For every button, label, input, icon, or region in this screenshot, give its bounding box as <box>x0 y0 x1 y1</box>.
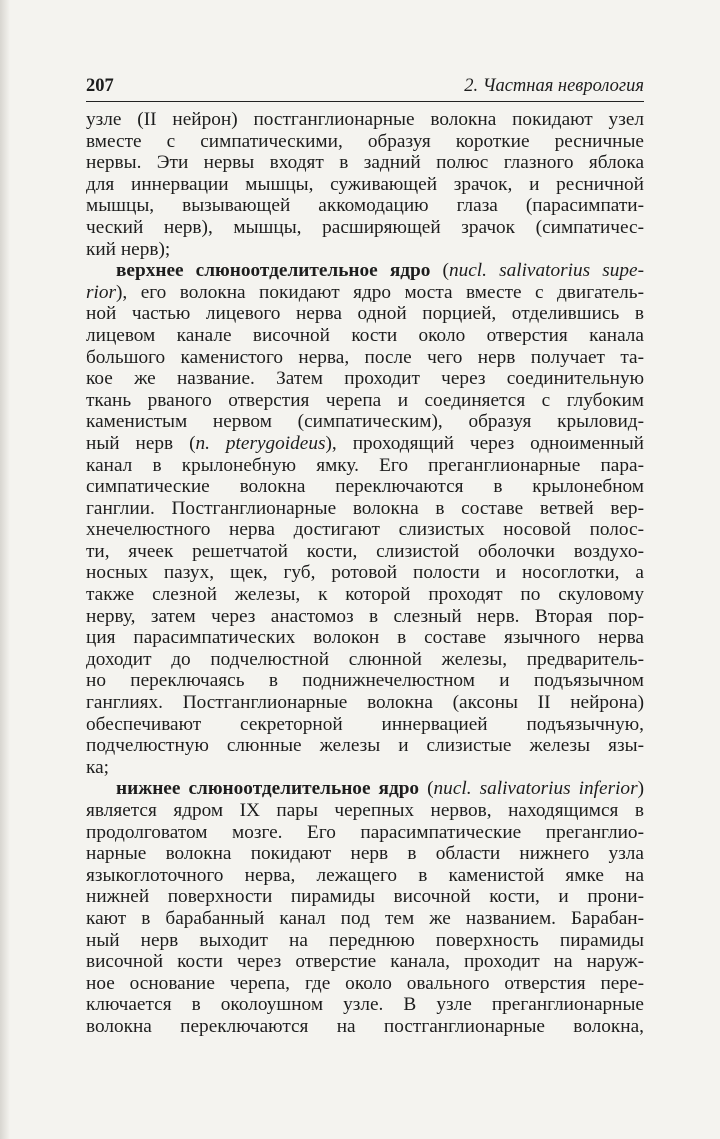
term-latin: nucl. salivatorius supe- <box>448 260 644 282</box>
text-line: языкоглоточного нерва, лежащего в каменистой ямке на <box>86 864 644 886</box>
text-line: ка; <box>86 756 109 778</box>
text-line: симпатические волокна переключаются в крылонебном <box>86 476 644 498</box>
text-line: нервы. Эти нервы входят в задний полюс глазного яблока <box>86 152 644 174</box>
scan-edge-shadow <box>0 0 10 1139</box>
text-line: кий нерв); <box>86 238 171 260</box>
text-line: нижнее слюноотделительное ядро (nucl. salivatorius inferior) <box>116 778 644 800</box>
text-line: кое же название. Затем проходит через соединительную <box>86 368 644 390</box>
text-line: нижней поверхности пирамиды височной кости, и прони- <box>86 886 644 908</box>
text-line: ганглиях. Постганглионарные волокна (аксоны II нейрона) <box>86 692 644 714</box>
text-line: лицевом канале височной кости около отверстия канала <box>86 324 644 346</box>
text-line: узле (II нейрон) постганглионарные волокна покидают узел <box>86 109 644 130</box>
text-line: продолговатом мозге. Его парасимпатические преганглио- <box>86 821 644 843</box>
text-line: большого каменистого нерва, после чего нерв получает та- <box>86 346 644 368</box>
text-line: волокна переключаются на постганглионарные волокна, <box>86 1015 644 1037</box>
term-latin: n. pterygoideus <box>195 432 326 454</box>
page-header <box>86 76 644 102</box>
text-line: подчелюстную слюнные железы и слизистые железы язы- <box>86 735 644 757</box>
text-line: ция парасимпатических волокон в составе язычного нерва <box>86 627 644 649</box>
text-line: нарные волокна покидают нерв в области нижнего узла <box>86 843 644 865</box>
text-line: для иннервации мышцы, суживающей зрачок, и ресничной <box>86 173 644 195</box>
page-number: 207 <box>86 76 114 96</box>
header-rule <box>86 101 644 102</box>
text-line: нерву, затем через анастомоз в слезный нерв. Вторая пор- <box>86 605 644 627</box>
text-line: ганглии. Постганглионарные волокна в составе ветвей вер- <box>86 497 644 519</box>
text-line: верхнее слюноотделительное ядро (nucl. salivatorius supe- <box>116 260 644 282</box>
text-line: ти, ячеек решетчатой кости, слизистой оболочки воздухо- <box>86 540 644 562</box>
text-line: ческий нерв), мышцы, расширяющей зрачок (симпатичес- <box>86 216 644 238</box>
term-latin: rior <box>86 281 117 303</box>
text-line: ключается в околоушном узле. В узле преганглионарные <box>86 994 644 1016</box>
text-line: ный нерв выходит на переднюю поверхность пирамиды <box>86 929 644 951</box>
text-line: кают в барабанный канал под тем же названием. Барабан- <box>86 907 644 929</box>
text-line: но переключаясь в поднижнечелюстном и подъязычном <box>86 670 644 692</box>
text-line: височной кости через отверстие канала, проходит на наруж- <box>86 951 644 973</box>
text-line: канал в крылонебную ямку. Его преганглионарные пара- <box>86 454 644 476</box>
text-line: является ядром IX пары черепных нервов, находящимся в <box>86 800 644 821</box>
text-line: ной частью лицевого нерва одной порцией, отделившись в <box>86 303 644 325</box>
term-bold: верхнее слюноотделительное ядро <box>116 260 431 282</box>
text-line: вместе с симпатическими, образуя короткие ресничные <box>86 130 644 152</box>
text-line: хнечелюстного нерва достигают слизистых носовой полос- <box>86 519 644 541</box>
text-line: обеспечивают секреторной иннервацией подъязычную, <box>86 713 644 735</box>
text-line: носных пазух, щек, губ, ротовой полости и носоглотки, а <box>86 562 644 584</box>
text-line: также слезной железы, к которой проходят по скуловому <box>86 584 644 606</box>
text-line: мышцы, вызывающей аккомодацию глаза (парасимпати- <box>86 195 644 217</box>
term-bold: нижнее слюноотделительное ядро <box>116 778 420 800</box>
text-line: каменистым нервом (симпатическим), образуя крыловид- <box>86 411 644 433</box>
text-line: ткань рваного отверстия черепа и соединяется с глубоким <box>86 389 644 411</box>
body-text <box>86 109 644 1038</box>
term-latin: nucl. salivatorius inferior <box>433 778 638 800</box>
text-line: ный нерв (n. pterygoideus), проходящий через одноименный <box>86 432 644 454</box>
text-line: rior), его волокна покидают ядро моста вместе с двигатель- <box>86 281 644 303</box>
running-title: 2. Частная неврология <box>464 76 644 96</box>
text-line: доходит до подчелюстной слюнной железы, предваритель- <box>86 648 644 670</box>
text-line: ное основание черепа, где около овального отверстия пере- <box>86 972 644 994</box>
